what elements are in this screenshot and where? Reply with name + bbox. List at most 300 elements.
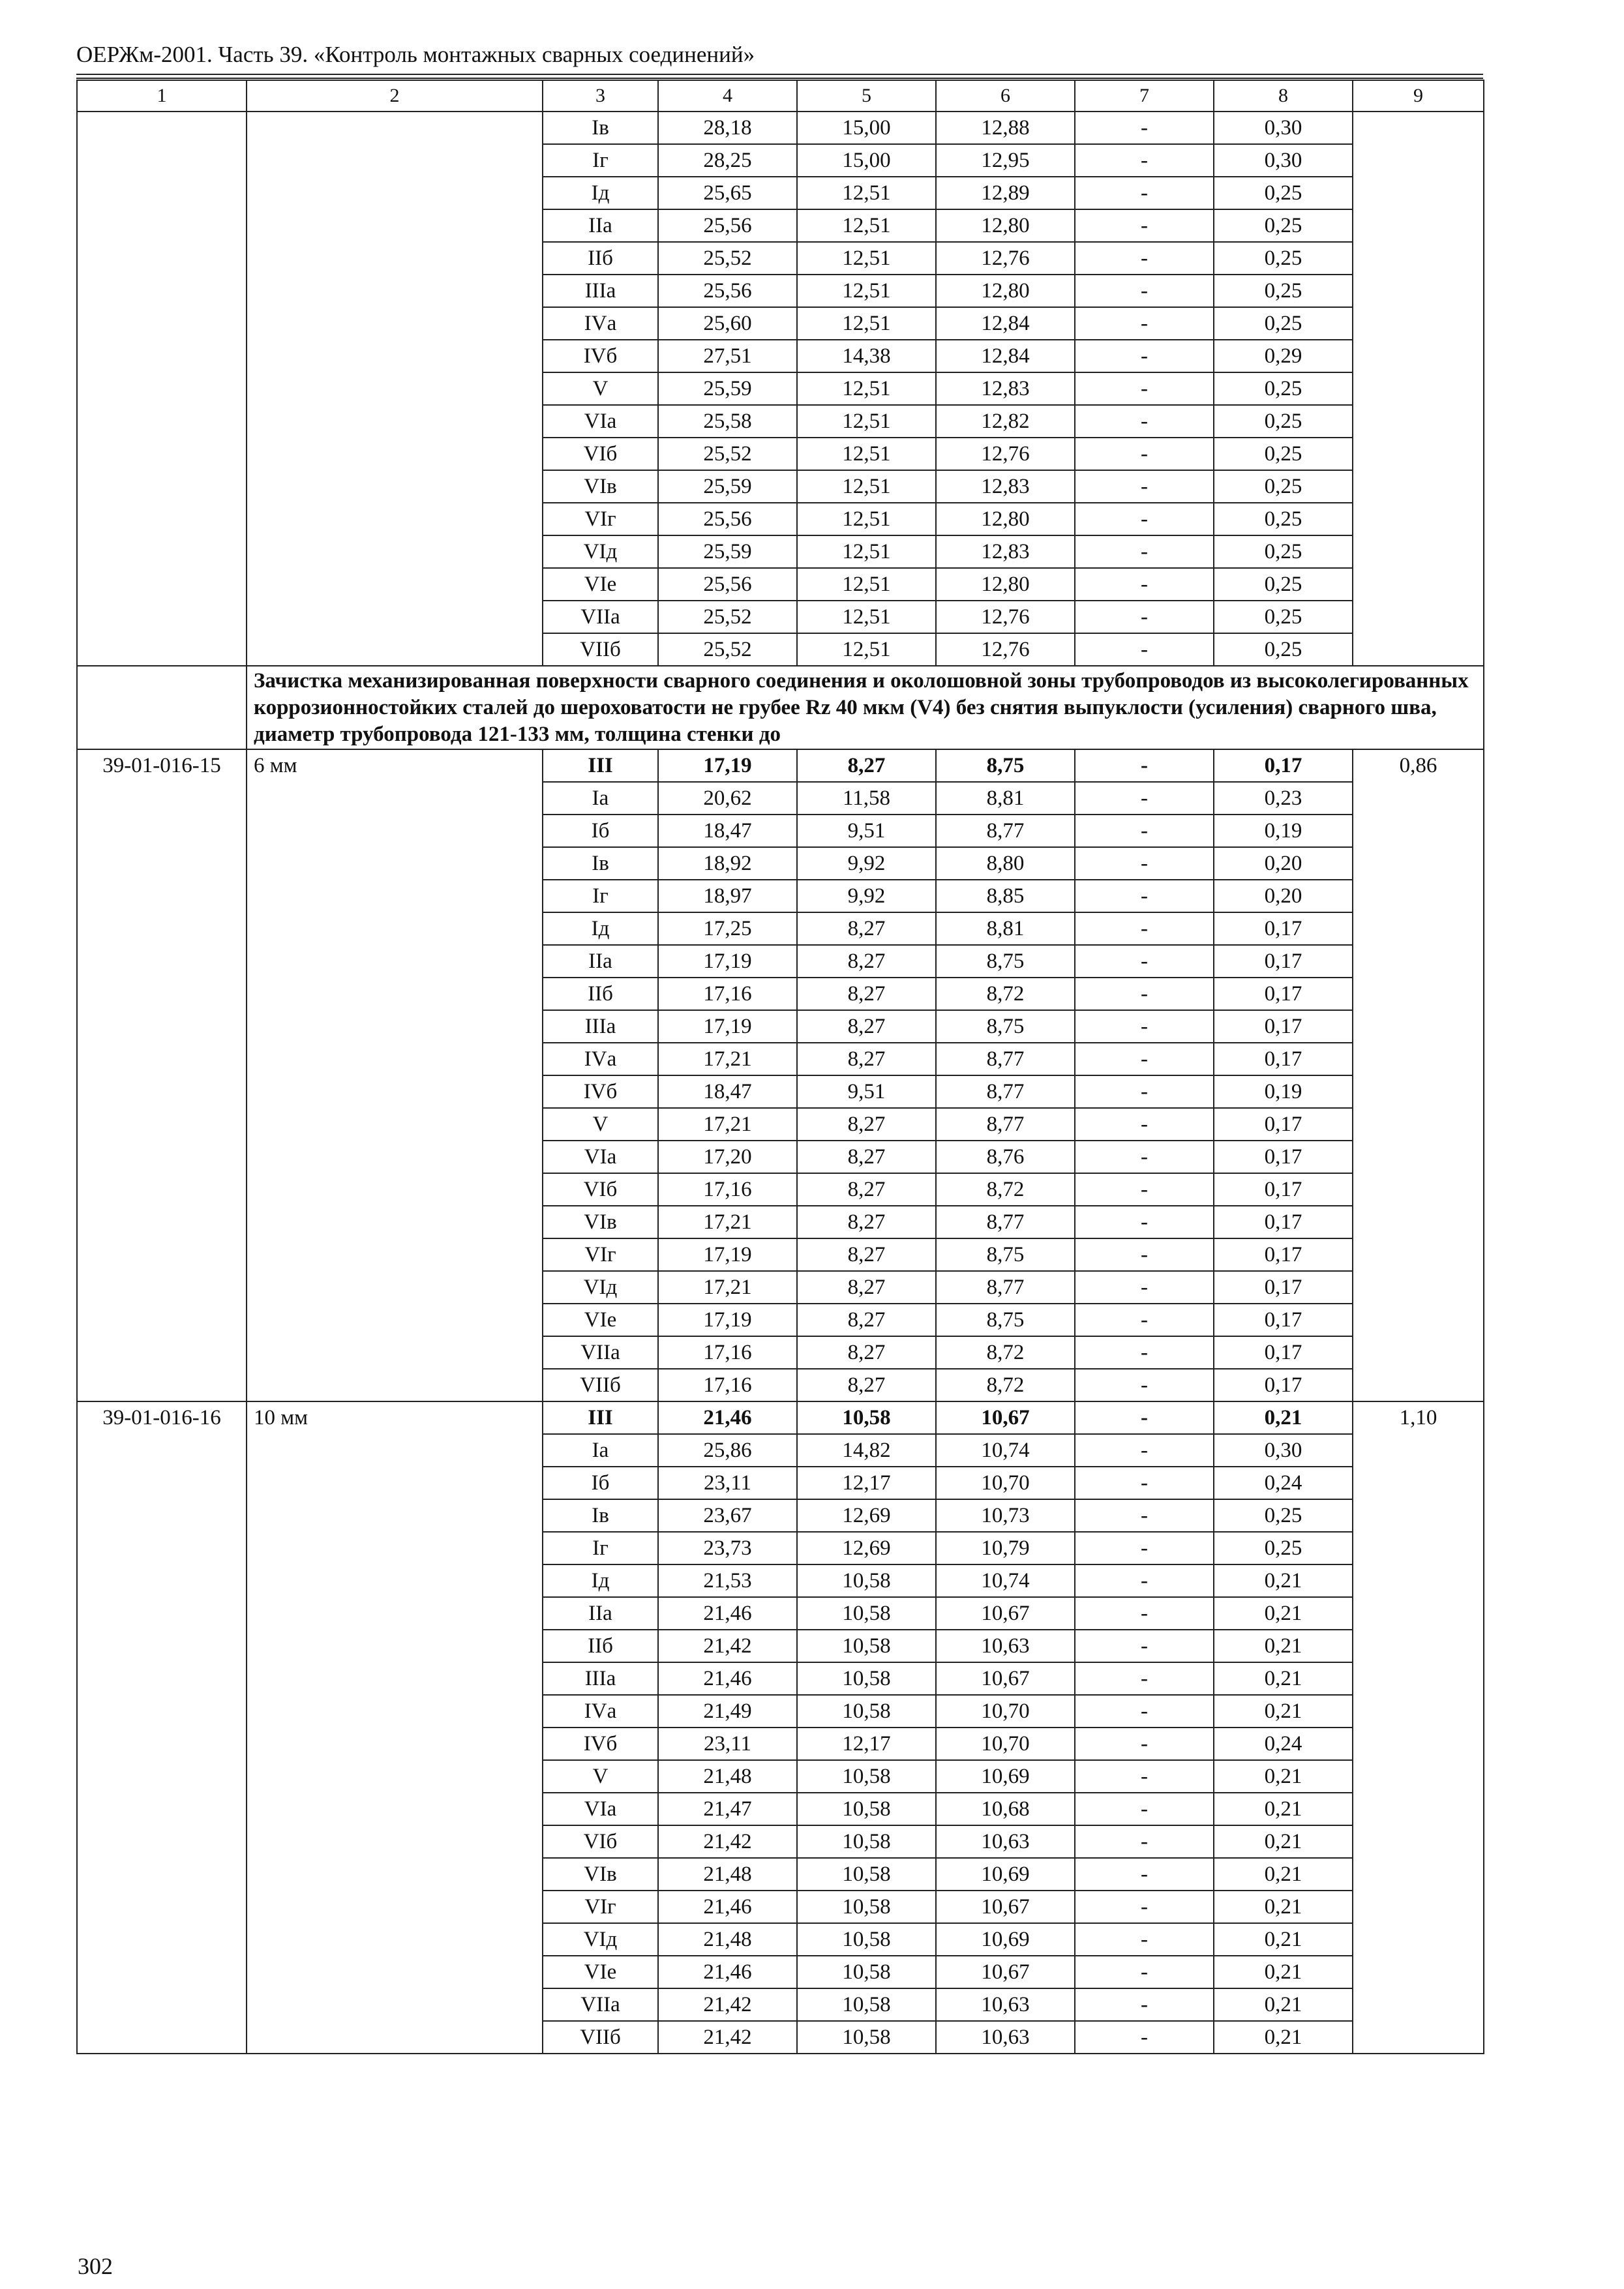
col6-value: 12,84 (936, 340, 1075, 372)
zone-cell: VIв (543, 470, 658, 503)
col6-value: 12,76 (936, 601, 1075, 633)
col6-value: 8,77 (936, 1075, 1075, 1108)
col4-value: 17,25 (658, 912, 797, 945)
col5-value: 8,27 (797, 1043, 936, 1075)
col4-value: 21,46 (658, 1401, 797, 1434)
col4-value: 17,21 (658, 1108, 797, 1141)
col8-value: 0,25 (1214, 568, 1353, 601)
zone-cell: IIа (543, 945, 658, 978)
zone-cell: IIб (543, 1630, 658, 1662)
col8-value: 0,17 (1214, 1271, 1353, 1304)
col8-value: 0,25 (1214, 275, 1353, 307)
col7-value: - (1075, 1173, 1214, 1206)
col7-value: - (1075, 1075, 1214, 1108)
col5-value: 12,51 (797, 405, 936, 438)
col7-value: - (1075, 1108, 1214, 1141)
col7-value: - (1075, 1923, 1214, 1956)
col6-value: 8,75 (936, 1304, 1075, 1336)
col8-value: 0,25 (1214, 242, 1353, 275)
col6-value: 8,72 (936, 1369, 1075, 1401)
column-number: 1 (77, 80, 247, 112)
col6-value: 8,75 (936, 1238, 1075, 1271)
col8-value: 0,17 (1214, 1173, 1353, 1206)
col4-value: 21,46 (658, 1891, 797, 1923)
col5-value: 8,27 (797, 978, 936, 1010)
col7-value: - (1075, 945, 1214, 978)
col4-value: 18,47 (658, 1075, 797, 1108)
zone-cell: VIIа (543, 1336, 658, 1369)
col8-value: 0,25 (1214, 1499, 1353, 1532)
table-row (77, 749, 1484, 782)
col6-value: 10,63 (936, 2021, 1075, 2054)
zone-cell: VIе (543, 1304, 658, 1336)
header-rule (76, 74, 1483, 75)
col4-value: 25,86 (658, 1434, 797, 1467)
col6-value: 12,83 (936, 535, 1075, 568)
col8-value: 0,30 (1214, 112, 1353, 144)
zone-cell: V (543, 372, 658, 405)
col8-value: 0,25 (1214, 503, 1353, 535)
col4-value: 25,56 (658, 275, 797, 307)
col5-value: 8,27 (797, 1369, 936, 1401)
zone-cell: VIа (543, 405, 658, 438)
col4-value: 25,52 (658, 242, 797, 275)
zone-cell: VIа (543, 1793, 658, 1825)
section-heading-spacer (77, 666, 247, 749)
col8-value: 0,25 (1214, 209, 1353, 242)
col5-value: 10,58 (797, 1825, 936, 1858)
zone-cell: VIIб (543, 2021, 658, 2054)
col6-value: 12,76 (936, 242, 1075, 275)
column-number: 7 (1075, 80, 1214, 112)
col5-value: 14,82 (797, 1434, 936, 1467)
col8-value: 0,21 (1214, 1760, 1353, 1793)
col4-value: 25,60 (658, 307, 797, 340)
col7-value: - (1075, 340, 1214, 372)
col8-value: 0,17 (1214, 978, 1353, 1010)
zone-cell: IIб (543, 978, 658, 1010)
col5-value: 12,69 (797, 1532, 936, 1564)
col4-value: 21,49 (658, 1695, 797, 1728)
col4-value: 23,73 (658, 1532, 797, 1564)
col4-value: 25,65 (658, 177, 797, 209)
col7-value: - (1075, 112, 1214, 144)
col4-value: 21,48 (658, 1760, 797, 1793)
col8-value: 0,21 (1214, 1825, 1353, 1858)
zone-cell: V (543, 1108, 658, 1141)
col4-value: 21,42 (658, 1630, 797, 1662)
col8-value: 0,17 (1214, 1206, 1353, 1238)
col8-value: 0,25 (1214, 1532, 1353, 1564)
col8-value: 0,24 (1214, 1467, 1353, 1499)
col4-value: 25,56 (658, 209, 797, 242)
col7-value: - (1075, 1695, 1214, 1728)
col5-value: 14,38 (797, 340, 936, 372)
col8-value: 0,25 (1214, 535, 1353, 568)
zone-cell: VIд (543, 535, 658, 568)
col7-value: - (1075, 633, 1214, 666)
col7-value: - (1075, 1956, 1214, 1988)
col5-value: 8,27 (797, 1173, 936, 1206)
col5-value: 8,27 (797, 1141, 936, 1173)
zone-cell: IIIа (543, 1662, 658, 1695)
zone-cell: VIIб (543, 633, 658, 666)
col6-value: 10,67 (936, 1956, 1075, 1988)
col5-value: 10,58 (797, 1597, 936, 1630)
rate-code-cell: 39-01-016-15 (77, 749, 247, 1401)
col7-value: - (1075, 1564, 1214, 1597)
col7-value: - (1075, 1271, 1214, 1304)
col6-value: 8,72 (936, 978, 1075, 1010)
col4-value: 23,67 (658, 1499, 797, 1532)
zone-cell: III (543, 1401, 658, 1434)
zone-cell: Iв (543, 1499, 658, 1532)
col5-value: 12,51 (797, 209, 936, 242)
zone-cell: VIг (543, 1238, 658, 1271)
zone-cell: IVа (543, 307, 658, 340)
col5-value: 8,27 (797, 1271, 936, 1304)
col5-value: 12,51 (797, 307, 936, 340)
table-row (77, 112, 1484, 144)
col5-value: 8,27 (797, 912, 936, 945)
col4-value: 17,20 (658, 1141, 797, 1173)
col7-value: - (1075, 372, 1214, 405)
col8-value: 0,17 (1214, 1010, 1353, 1043)
col4-value: 25,52 (658, 633, 797, 666)
col5-value: 11,58 (797, 782, 936, 815)
zone-cell: VIIа (543, 601, 658, 633)
col5-value: 9,92 (797, 847, 936, 880)
col5-value: 12,69 (797, 1499, 936, 1532)
col6-value: 8,75 (936, 749, 1075, 782)
col6-value: 10,74 (936, 1564, 1075, 1597)
col5-value: 8,27 (797, 1238, 936, 1271)
col6-value: 10,79 (936, 1532, 1075, 1564)
col8-value: 0,29 (1214, 340, 1353, 372)
col6-value: 12,83 (936, 372, 1075, 405)
col8-value: 0,23 (1214, 782, 1353, 815)
col6-value: 8,85 (936, 880, 1075, 912)
col7-value: - (1075, 601, 1214, 633)
zone-cell: VIд (543, 1923, 658, 1956)
col5-value: 10,58 (797, 1662, 936, 1695)
col7-value: - (1075, 1532, 1214, 1564)
col4-value: 21,46 (658, 1956, 797, 1988)
col5-value: 12,17 (797, 1728, 936, 1760)
col7-value: - (1075, 438, 1214, 470)
col7-value: - (1075, 1597, 1214, 1630)
zone-cell: VIв (543, 1206, 658, 1238)
col8-value: 0,21 (1214, 1923, 1353, 1956)
zone-cell: VIд (543, 1271, 658, 1304)
col5-value: 10,58 (797, 1956, 936, 1988)
col5-value: 9,51 (797, 815, 936, 847)
col4-value: 25,52 (658, 601, 797, 633)
col6-value: 8,80 (936, 847, 1075, 880)
col6-value: 10,67 (936, 1891, 1075, 1923)
col8-value: 0,30 (1214, 144, 1353, 177)
col4-value: 23,11 (658, 1728, 797, 1760)
col6-value: 12,88 (936, 112, 1075, 144)
col4-value: 25,58 (658, 405, 797, 438)
zone-cell: VIIб (543, 1369, 658, 1401)
column-number: 6 (936, 80, 1075, 112)
zone-cell: Iб (543, 1467, 658, 1499)
zone-cell: Iб (543, 815, 658, 847)
col6-value: 10,70 (936, 1467, 1075, 1499)
col7-value: - (1075, 1467, 1214, 1499)
col6-value: 12,80 (936, 503, 1075, 535)
zone-cell: Iа (543, 782, 658, 815)
col7-value: - (1075, 1336, 1214, 1369)
col6-value: 8,72 (936, 1173, 1075, 1206)
col8-value: 0,21 (1214, 1858, 1353, 1891)
col4-value: 20,62 (658, 782, 797, 815)
col8-value: 0,21 (1214, 1401, 1353, 1434)
col6-value: 8,72 (936, 1336, 1075, 1369)
col5-value: 10,58 (797, 1793, 936, 1825)
table-body (77, 80, 1484, 2054)
col8-value: 0,17 (1214, 1043, 1353, 1075)
col8-value: 0,17 (1214, 945, 1353, 978)
col4-value: 21,42 (658, 1988, 797, 2021)
zone-cell: Iв (543, 847, 658, 880)
col6-value: 12,83 (936, 470, 1075, 503)
zone-cell: VIе (543, 1956, 658, 1988)
col7-value: - (1075, 1499, 1214, 1532)
zone-cell: Iг (543, 1532, 658, 1564)
col8-value: 0,21 (1214, 1597, 1353, 1630)
col6-value: 8,75 (936, 945, 1075, 978)
page-header-title: ОЕРЖм-2001. Часть 39. «Контроль монтажных сварных соединений» (76, 42, 755, 67)
col5-value: 10,58 (797, 1564, 936, 1597)
col7-value: - (1075, 470, 1214, 503)
col8-value: 0,17 (1214, 1336, 1353, 1369)
col8-value: 0,21 (1214, 1956, 1353, 1988)
col6-value: 12,84 (936, 307, 1075, 340)
col7-value: - (1075, 503, 1214, 535)
zone-cell: VIв (543, 1858, 658, 1891)
col8-value: 0,21 (1214, 1564, 1353, 1597)
col6-value: 10,69 (936, 1760, 1075, 1793)
col8-value: 0,21 (1214, 1695, 1353, 1728)
table-row (77, 1401, 1484, 1434)
section-heading: Зачистка механизированная поверхности сварного соединения и околошовной зоны трубопроводов из высоколегированных коррозионностойких сталей до шероховатости не грубее Rz 40 мкм (V4) без снятия выпуклости (усиления) сварного шва, диаметр трубопровода 121-133 мм, толщина стенки до (247, 666, 1484, 749)
zone-cell: VIе (543, 568, 658, 601)
col4-value: 21,47 (658, 1793, 797, 1825)
col5-value: 10,58 (797, 2021, 936, 2054)
zone-cell: V (543, 1760, 658, 1793)
col9-value-cell: 0,86 (1353, 749, 1484, 1401)
col5-value: 10,58 (797, 1988, 936, 2021)
col6-value: 10,67 (936, 1597, 1075, 1630)
col4-value: 17,16 (658, 1336, 797, 1369)
col6-value: 10,70 (936, 1695, 1075, 1728)
col7-value: - (1075, 782, 1214, 815)
col5-value: 9,92 (797, 880, 936, 912)
zone-cell: VIб (543, 1825, 658, 1858)
zone-cell: Iг (543, 880, 658, 912)
col4-value: 25,52 (658, 438, 797, 470)
section-heading-row (77, 666, 1484, 749)
col8-value: 0,25 (1214, 438, 1353, 470)
rates-table (76, 80, 1484, 2054)
col8-value: 0,25 (1214, 405, 1353, 438)
col4-value: 17,19 (658, 1238, 797, 1271)
col7-value: - (1075, 1988, 1214, 2021)
col8-value: 0,17 (1214, 1108, 1353, 1141)
column-number: 4 (658, 80, 797, 112)
col6-value: 10,74 (936, 1434, 1075, 1467)
col5-value: 8,27 (797, 1304, 936, 1336)
col6-value: 10,73 (936, 1499, 1075, 1532)
col8-value: 0,25 (1214, 177, 1353, 209)
col4-value: 17,21 (658, 1271, 797, 1304)
col9-value-cell (1353, 112, 1484, 666)
col7-value: - (1075, 1141, 1214, 1173)
col7-value: - (1075, 144, 1214, 177)
col5-value: 10,58 (797, 1695, 936, 1728)
col6-value: 10,68 (936, 1793, 1075, 1825)
col8-value: 0,17 (1214, 912, 1353, 945)
col8-value: 0,21 (1214, 1891, 1353, 1923)
col9-value-cell: 1,10 (1353, 1401, 1484, 2054)
zone-cell: Iд (543, 912, 658, 945)
col6-value: 12,95 (936, 144, 1075, 177)
col4-value: 25,59 (658, 470, 797, 503)
col8-value: 0,17 (1214, 1304, 1353, 1336)
zone-cell: VIг (543, 1891, 658, 1923)
col5-value: 12,51 (797, 470, 936, 503)
col5-value: 12,51 (797, 275, 936, 307)
col6-value: 10,69 (936, 1858, 1075, 1891)
col8-value: 0,25 (1214, 307, 1353, 340)
col7-value: - (1075, 1760, 1214, 1793)
col5-value: 12,17 (797, 1467, 936, 1499)
zone-cell: IVа (543, 1043, 658, 1075)
col7-value: - (1075, 535, 1214, 568)
col4-value: 17,19 (658, 749, 797, 782)
col6-value: 12,76 (936, 438, 1075, 470)
rate-name-cell: 6 мм (247, 749, 543, 1401)
col7-value: - (1075, 978, 1214, 1010)
col8-value: 0,20 (1214, 880, 1353, 912)
col4-value: 21,46 (658, 1597, 797, 1630)
col4-value: 21,42 (658, 2021, 797, 2054)
col4-value: 28,25 (658, 144, 797, 177)
col7-value: - (1075, 1010, 1214, 1043)
col4-value: 17,19 (658, 1304, 797, 1336)
col4-value: 18,92 (658, 847, 797, 880)
rate-code-cell: 39-01-016-16 (77, 1401, 247, 2054)
col7-value: - (1075, 1206, 1214, 1238)
col8-value: 0,19 (1214, 815, 1353, 847)
col8-value: 0,30 (1214, 1434, 1353, 1467)
col7-value: - (1075, 1891, 1214, 1923)
col4-value: 21,48 (658, 1923, 797, 1956)
col7-value: - (1075, 912, 1214, 945)
col4-value: 17,16 (658, 978, 797, 1010)
col7-value: - (1075, 1304, 1214, 1336)
col8-value: 0,21 (1214, 2021, 1353, 2054)
col4-value: 17,16 (658, 1173, 797, 1206)
column-number: 8 (1214, 80, 1353, 112)
zone-cell: VIIа (543, 1988, 658, 2021)
col8-value: 0,17 (1214, 1369, 1353, 1401)
col4-value: 23,11 (658, 1467, 797, 1499)
zone-cell: IVб (543, 1728, 658, 1760)
col5-value: 8,27 (797, 1108, 936, 1141)
col8-value: 0,24 (1214, 1728, 1353, 1760)
col8-value: 0,17 (1214, 1141, 1353, 1173)
col6-value: 10,67 (936, 1401, 1075, 1434)
col6-value: 12,76 (936, 633, 1075, 666)
col4-value: 17,19 (658, 1010, 797, 1043)
col8-value: 0,25 (1214, 372, 1353, 405)
col8-value: 0,17 (1214, 1238, 1353, 1271)
col6-value: 10,67 (936, 1662, 1075, 1695)
column-number: 9 (1353, 80, 1484, 112)
col6-value: 8,77 (936, 1206, 1075, 1238)
col7-value: - (1075, 847, 1214, 880)
col5-value: 12,51 (797, 242, 936, 275)
column-number: 3 (543, 80, 658, 112)
col4-value: 25,59 (658, 372, 797, 405)
col5-value: 8,27 (797, 1336, 936, 1369)
col5-value: 12,51 (797, 535, 936, 568)
col8-value: 0,25 (1214, 470, 1353, 503)
col7-value: - (1075, 1728, 1214, 1760)
rate-name-cell (247, 112, 543, 666)
zone-cell: Iд (543, 1564, 658, 1597)
col8-value: 0,19 (1214, 1075, 1353, 1108)
col6-value: 8,75 (936, 1010, 1075, 1043)
col8-value: 0,25 (1214, 633, 1353, 666)
col4-value: 21,48 (658, 1858, 797, 1891)
zone-cell: IIIа (543, 275, 658, 307)
col7-value: - (1075, 815, 1214, 847)
col7-value: - (1075, 405, 1214, 438)
zone-cell: Iв (543, 112, 658, 144)
page-number: 302 (78, 2253, 113, 2279)
col7-value: - (1075, 177, 1214, 209)
col5-value: 10,58 (797, 1858, 936, 1891)
col8-value: 0,21 (1214, 1630, 1353, 1662)
col7-value: - (1075, 307, 1214, 340)
col4-value: 21,46 (658, 1662, 797, 1695)
zone-cell: IVб (543, 340, 658, 372)
col6-value: 12,82 (936, 405, 1075, 438)
col7-value: - (1075, 275, 1214, 307)
col5-value: 15,00 (797, 144, 936, 177)
col6-value: 12,80 (936, 568, 1075, 601)
col6-value: 10,69 (936, 1923, 1075, 1956)
zone-cell: IVб (543, 1075, 658, 1108)
col4-value: 18,47 (658, 815, 797, 847)
col5-value: 12,51 (797, 633, 936, 666)
col7-value: - (1075, 1793, 1214, 1825)
col5-value: 8,27 (797, 1010, 936, 1043)
col8-value: 0,21 (1214, 1793, 1353, 1825)
col4-value: 17,19 (658, 945, 797, 978)
col5-value: 10,58 (797, 1760, 936, 1793)
rate-code-cell (77, 112, 247, 666)
col6-value: 12,80 (936, 275, 1075, 307)
col5-value: 9,51 (797, 1075, 936, 1108)
zone-cell: VIг (543, 503, 658, 535)
col7-value: - (1075, 1043, 1214, 1075)
zone-cell: IIа (543, 209, 658, 242)
